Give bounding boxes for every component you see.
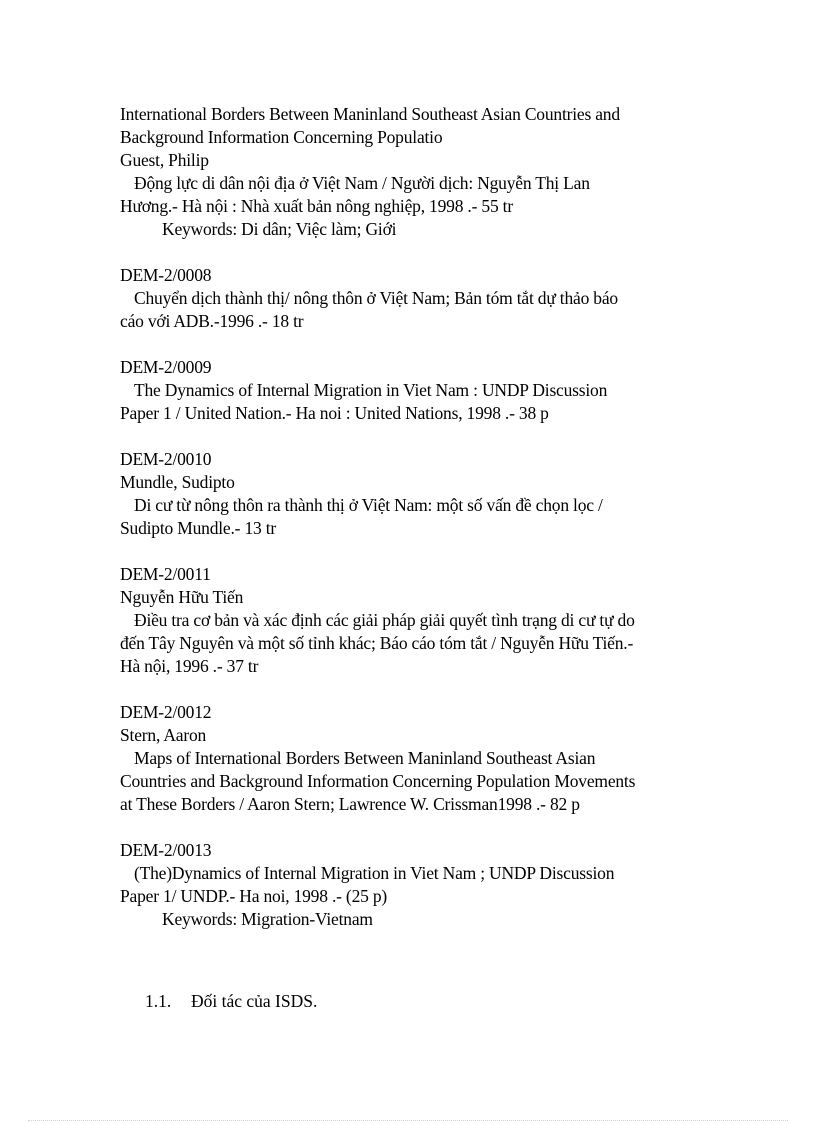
entry-title-line: cáo với ADB.-1996 .- 18 tr	[120, 311, 304, 331]
bibliography-entry-continued	[120, 103, 700, 149]
entry-keywords: Keywords: Di dân; Việc làm; Giới	[162, 219, 397, 239]
entry-title-line: Maps of International Borders Between Maninland Southeast Asian	[134, 748, 596, 768]
page-bottom-divider	[28, 1120, 788, 1121]
entry-title-line: Hương.- Hà nội : Nhà xuất bản nông nghiệp, 1998 .- 55 tr	[120, 196, 513, 216]
entry-code: DEM-2/0009	[120, 357, 212, 377]
section-number: 1.1.	[145, 991, 172, 1011]
entry-text-line: International Borders Between Maninland Southeast Asian Countries and	[120, 104, 620, 124]
entry-title-line: Sudipto Mundle.- 13 tr	[120, 518, 277, 538]
entry-title-line: Di cư từ nông thôn ra thành thị ở Việt Nam: một số vấn đề chọn lọc /	[134, 495, 603, 515]
bibliography-entry	[120, 149, 700, 241]
entry-author: Guest, Philip	[120, 150, 209, 170]
entry-title-line: Paper 1/ UNDP.- Ha noi, 1998 .- (25 p)	[120, 886, 388, 906]
bibliography-entry	[120, 264, 700, 333]
bibliography-entry	[120, 839, 700, 931]
bibliography-entry	[120, 563, 700, 678]
entry-title-line: Động lực di dân nội địa ở Việt Nam / Người dịch: Nguyễn Thị Lan	[134, 173, 590, 193]
spacer	[120, 333, 700, 356]
section-heading	[145, 990, 317, 1013]
entry-title-line: đến Tây Nguyên và một số tỉnh khác; Báo cáo tóm tắt / Nguyễn Hữu Tiến.-	[120, 633, 634, 653]
entry-keywords: Keywords: Migration-Vietnam	[162, 909, 373, 929]
bibliography-entry	[120, 701, 700, 816]
bibliography-entry	[120, 356, 700, 425]
entry-title-line: Điều tra cơ bản và xác định các giải pháp giải quyết tình trạng di cư tự do	[134, 610, 635, 630]
section-title: Đối tác của ISDS.	[191, 991, 318, 1011]
entry-title-line: Paper 1 / United Nation.- Ha noi : United Nations, 1998 .- 38 p	[120, 403, 549, 423]
entry-code: DEM-2/0008	[120, 265, 212, 285]
entry-text-line: Background Information Concerning Populatio	[120, 127, 443, 147]
spacer	[120, 241, 700, 264]
bibliography-list	[120, 103, 700, 931]
entry-code: DEM-2/0011	[120, 564, 211, 584]
bibliography-entry	[120, 448, 700, 540]
entry-title-line: Countries and Background Information Concerning Population Movements	[120, 771, 636, 791]
spacer	[120, 678, 700, 701]
spacer	[120, 425, 700, 448]
entry-title-line: The Dynamics of Internal Migration in Viet Nam : UNDP Discussion	[134, 380, 608, 400]
entry-title-line: (The)Dynamics of Internal Migration in Viet Nam ; UNDP Discussion	[134, 863, 615, 883]
entry-author: Nguyễn Hữu Tiến	[120, 587, 244, 607]
entry-code: DEM-2/0012	[120, 702, 212, 722]
spacer	[120, 816, 700, 839]
entry-author: Stern, Aaron	[120, 725, 207, 745]
entry-title-line: Chuyển dịch thành thị/ nông thôn ở Việt Nam; Bản tóm tắt dự thảo báo	[134, 288, 618, 308]
entry-code: DEM-2/0013	[120, 840, 212, 860]
entry-title-line: at These Borders / Aaron Stern; Lawrence W. Crissman1998 .- 82 p	[120, 794, 580, 814]
entry-title-line: Hà nội, 1996 .- 37 tr	[120, 656, 259, 676]
entry-code: DEM-2/0010	[120, 449, 212, 469]
spacer	[120, 540, 700, 563]
entry-author: Mundle, Sudipto	[120, 472, 235, 492]
